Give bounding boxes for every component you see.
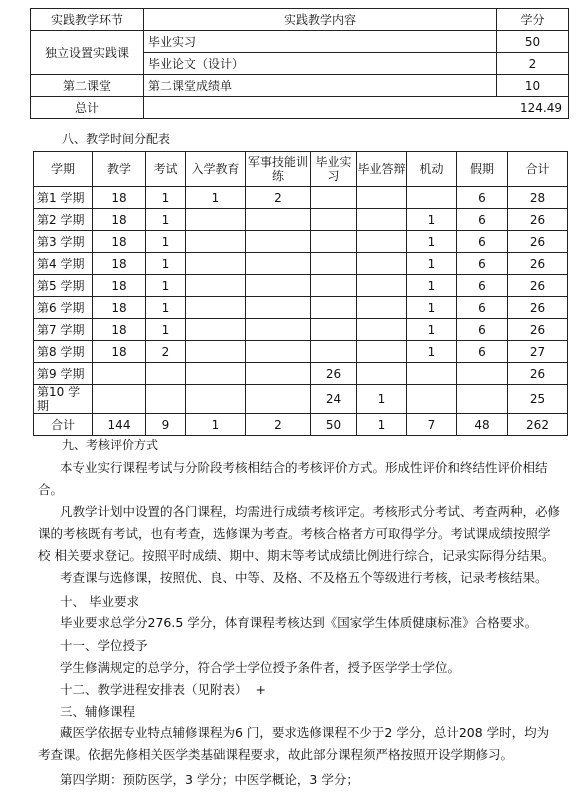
value-cell: 26 — [508, 319, 568, 341]
header-cell: 军事技能训练 — [246, 152, 311, 187]
table-row — [34, 253, 568, 275]
value-cell: 2 — [246, 187, 311, 209]
value-cell — [186, 209, 246, 231]
term-cell: 第4 学期 — [34, 253, 93, 275]
section-13-heading: 三、辅修课程 — [60, 704, 136, 719]
value-cell: 6 — [457, 253, 508, 275]
section-9-paragraph-1: 本专业实行课程考试与分阶段考核相结合的考核评价方式。形成性评价和终结性评价相结合。 — [38, 460, 548, 497]
value-cell — [311, 187, 357, 209]
section-11-heading: 十一、学位授予 — [60, 638, 148, 653]
value-cell: 7 — [407, 414, 457, 436]
value-cell — [311, 231, 357, 253]
table-row — [31, 75, 569, 97]
practice-credits-table — [30, 8, 569, 119]
value-cell: 18 — [93, 297, 146, 319]
value-cell: 26 — [508, 209, 568, 231]
term-cell: 合计 — [34, 414, 93, 436]
section-9-paragraph-2: 凡教学计划中设置的各门课程，均需进行成绩考核评定。考核形式分考试、考查两种，必修 课的考核既有考试，也有考查，选修课为考查。考核合格者方可取得学分。考试课成绩按照学校 相关要求登记。按照平时成绩、期中、期末等考试成绩比例进行综合，记录实际得分结果。 — [38, 504, 561, 563]
value-cell — [186, 385, 246, 414]
term-cell: 第9 学期 — [34, 363, 93, 385]
value-cell — [357, 253, 407, 275]
value-cell: 25 — [508, 385, 568, 414]
value-cell — [357, 363, 407, 385]
term-cell: 第10 学期 — [34, 385, 93, 414]
value-cell — [186, 275, 246, 297]
content-cell: 第二课堂成绩单 — [144, 75, 497, 97]
value-cell — [93, 363, 146, 385]
value-cell — [186, 253, 246, 275]
credits-cell: 50 — [497, 31, 569, 53]
cursor-cross-icon: + — [255, 682, 266, 697]
value-cell — [407, 187, 457, 209]
section-9-heading: 九、考核评价方式 — [62, 438, 159, 452]
value-cell — [407, 385, 457, 414]
table-row — [34, 275, 568, 297]
value-cell: 18 — [93, 275, 146, 297]
value-cell: 262 — [508, 414, 568, 436]
value-cell — [311, 319, 357, 341]
value-cell — [457, 385, 508, 414]
section-12-heading-row — [60, 680, 266, 698]
header-cell: 实践教学内容 — [144, 9, 497, 31]
header-cell: 学期 — [34, 152, 93, 187]
header-cell: 毕业实习 — [311, 152, 357, 187]
value-cell — [311, 341, 357, 363]
section-12-heading: 十二、教学进程安排表（见附表） — [60, 682, 248, 697]
value-cell — [357, 275, 407, 297]
value-cell — [357, 231, 407, 253]
value-cell: 1 — [146, 231, 186, 253]
value-cell — [246, 363, 311, 385]
table-row — [34, 231, 568, 253]
value-cell: 26 — [508, 297, 568, 319]
section-13-paragraph-1: 藏医学依据专业特点辅修课程为6 门，要求选修课程不少于2 学分，总计208 学时，均为考查课。依据先修相关医学类基础课程要求，故此部分课程须严格按照开设学期修习。 — [38, 725, 550, 762]
total-label: 总计 — [31, 97, 144, 119]
value-cell: 1 — [407, 231, 457, 253]
value-cell — [186, 231, 246, 253]
value-cell: 1 — [407, 253, 457, 275]
value-cell — [186, 297, 246, 319]
header-cell: 实践教学环节 — [31, 9, 144, 31]
value-cell: 18 — [93, 341, 146, 363]
term-cell: 第7 学期 — [34, 319, 93, 341]
value-cell: 26 — [508, 275, 568, 297]
value-cell: 6 — [457, 319, 508, 341]
value-cell: 18 — [93, 209, 146, 231]
value-cell: 1 — [407, 297, 457, 319]
table-row — [34, 187, 568, 209]
value-cell: 144 — [93, 414, 146, 436]
value-cell: 1 — [186, 187, 246, 209]
value-cell — [357, 297, 407, 319]
header-cell: 机动 — [407, 152, 457, 187]
value-cell — [246, 209, 311, 231]
value-cell: 1 — [407, 341, 457, 363]
table-row — [34, 209, 568, 231]
value-cell: 6 — [457, 341, 508, 363]
value-cell: 48 — [457, 414, 508, 436]
value-cell: 18 — [93, 231, 146, 253]
value-cell — [146, 385, 186, 414]
value-cell: 50 — [311, 414, 357, 436]
total-row — [34, 414, 568, 436]
header-cell: 教学 — [93, 152, 146, 187]
value-cell — [357, 319, 407, 341]
value-cell: 2 — [146, 341, 186, 363]
value-cell: 26 — [311, 363, 357, 385]
value-cell: 1 — [146, 253, 186, 275]
section-10-heading: 十、 毕业要求 — [60, 594, 139, 609]
value-cell — [186, 363, 246, 385]
value-cell: 1 — [407, 275, 457, 297]
content-cell: 毕业论文（设计） — [144, 53, 497, 75]
table-row — [34, 385, 568, 414]
value-cell — [246, 253, 311, 275]
segment-cell: 第二课堂 — [31, 75, 144, 97]
total-value: 124.49 — [144, 97, 569, 119]
value-cell: 6 — [457, 187, 508, 209]
section-8-heading: 八、教学时间分配表 — [62, 132, 171, 146]
section-13-paragraph-2: 第四学期：预防医学，3 学分；中医学概论，3 学分； — [60, 772, 359, 787]
value-cell — [246, 385, 311, 414]
value-cell — [357, 341, 407, 363]
value-cell: 6 — [457, 275, 508, 297]
header-cell: 假期 — [457, 152, 508, 187]
content-cell: 毕业实习 — [144, 31, 497, 53]
value-cell: 1 — [357, 385, 407, 414]
value-cell: 24 — [311, 385, 357, 414]
value-cell: 27 — [508, 341, 568, 363]
table-row — [34, 363, 568, 385]
term-cell: 第2 学期 — [34, 209, 93, 231]
value-cell — [246, 297, 311, 319]
value-cell: 1 — [407, 319, 457, 341]
value-cell — [146, 363, 186, 385]
value-cell: 1 — [357, 414, 407, 436]
value-cell — [246, 275, 311, 297]
value-cell — [357, 209, 407, 231]
value-cell — [357, 187, 407, 209]
value-cell — [311, 297, 357, 319]
value-cell — [186, 319, 246, 341]
value-cell: 1 — [146, 209, 186, 231]
value-cell — [186, 341, 246, 363]
value-cell: 26 — [508, 363, 568, 385]
value-cell: 1 — [146, 297, 186, 319]
header-cell: 入学教育 — [186, 152, 246, 187]
value-cell: 26 — [508, 253, 568, 275]
header-cell: 学分 — [497, 9, 569, 31]
section-10-text: 毕业要求总学分276.5 学分，体育课程考核达到《国家学生体质健康标准》合格要求。 — [60, 615, 538, 630]
value-cell — [311, 209, 357, 231]
value-cell: 2 — [246, 414, 311, 436]
table-header-row — [34, 152, 568, 187]
term-cell: 第1 学期 — [34, 187, 93, 209]
term-cell: 第5 学期 — [34, 275, 93, 297]
value-cell: 9 — [146, 414, 186, 436]
term-cell: 第3 学期 — [34, 231, 93, 253]
header-cell: 考试 — [146, 152, 186, 187]
table-row — [34, 341, 568, 363]
value-cell — [457, 363, 508, 385]
value-cell: 18 — [93, 187, 146, 209]
table-row — [34, 297, 568, 319]
segment-cell: 独立设置实践课 — [31, 31, 144, 75]
value-cell: 1 — [146, 275, 186, 297]
value-cell: 1 — [146, 187, 186, 209]
value-cell: 6 — [457, 231, 508, 253]
table-header-row — [31, 9, 569, 31]
value-cell: 1 — [186, 414, 246, 436]
value-cell: 6 — [457, 297, 508, 319]
header-cell: 毕业答辩 — [357, 152, 407, 187]
value-cell — [93, 385, 146, 414]
table-row — [34, 319, 568, 341]
value-cell: 18 — [93, 319, 146, 341]
table-row — [31, 31, 569, 53]
value-cell: 1 — [146, 319, 186, 341]
value-cell: 26 — [508, 231, 568, 253]
time-allocation-table — [33, 151, 568, 436]
value-cell: 6 — [457, 209, 508, 231]
value-cell — [407, 363, 457, 385]
credits-cell: 2 — [497, 53, 569, 75]
value-cell — [246, 231, 311, 253]
section-9-paragraph-3: 考查课与选修课，按照优、良、中等、及格、不及格五个等级进行考核，记录考核结果。 — [60, 570, 548, 585]
value-cell: 18 — [93, 253, 146, 275]
value-cell — [311, 275, 357, 297]
value-cell — [311, 253, 357, 275]
value-cell: 1 — [407, 209, 457, 231]
header-cell: 合计 — [508, 152, 568, 187]
value-cell — [246, 319, 311, 341]
value-cell — [246, 341, 311, 363]
section-11-text: 学生修满规定的总学分，符合学士学位授予条件者，授予医学学士学位。 — [60, 660, 461, 675]
total-row — [31, 97, 569, 119]
term-cell: 第6 学期 — [34, 297, 93, 319]
value-cell: 28 — [508, 187, 568, 209]
credits-cell: 10 — [497, 75, 569, 97]
term-cell: 第8 学期 — [34, 341, 93, 363]
